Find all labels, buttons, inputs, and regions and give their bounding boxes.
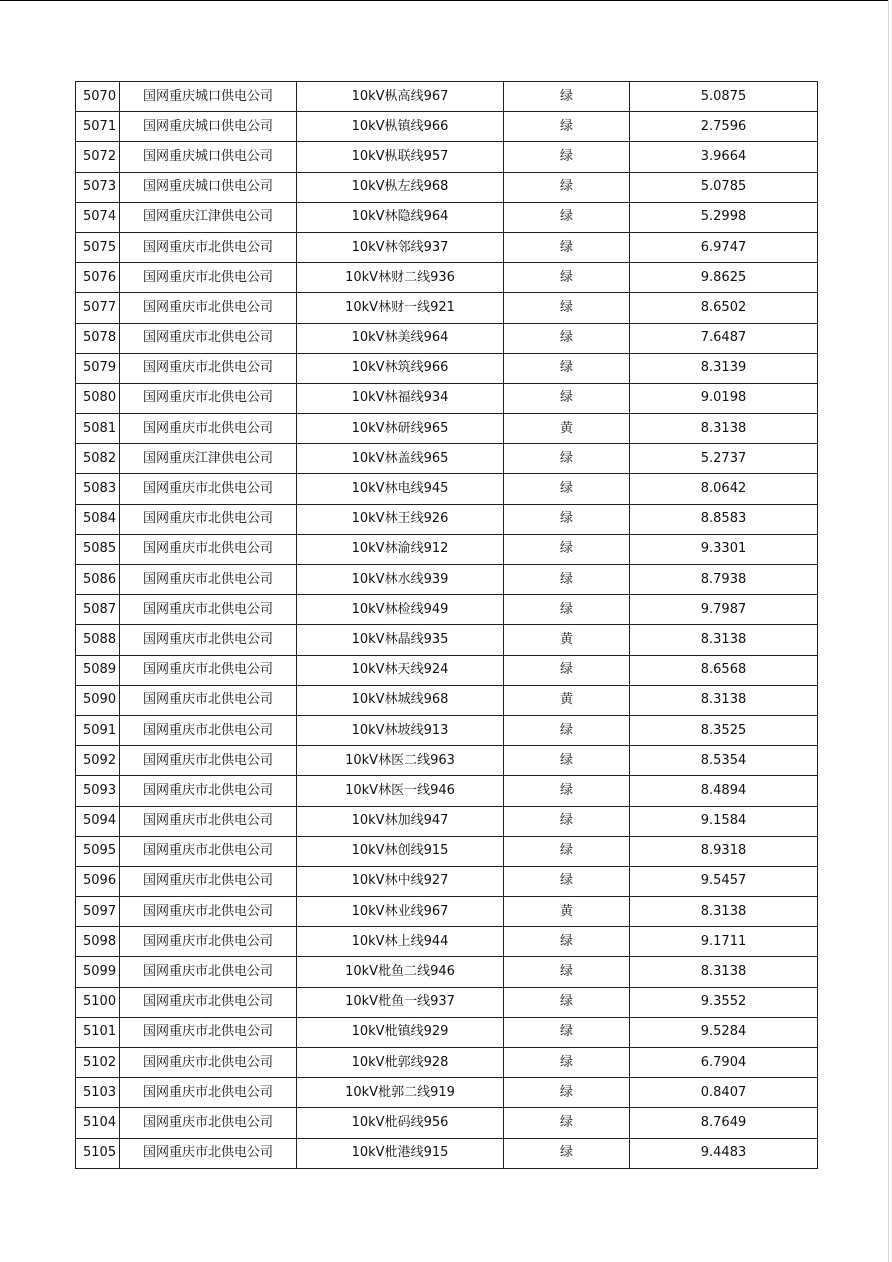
row-number-cell: 5089 [76,655,120,685]
company-cell: 国网重庆市北供电公司 [120,565,297,595]
company-cell: 国网重庆市北供电公司 [120,232,297,262]
status-cell: 绿 [504,232,630,262]
status-cell: 绿 [504,1048,630,1078]
table-row [76,625,818,655]
status-cell: 绿 [504,1108,630,1138]
row-number-cell: 5099 [76,957,120,987]
table-row [76,323,818,353]
company-cell: 国网重庆市北供电公司 [120,957,297,987]
row-number-cell: 5084 [76,504,120,534]
row-number-cell: 5078 [76,323,120,353]
status-cell: 绿 [504,1138,630,1168]
line-name-cell: 10kV林美线964 [297,323,504,353]
row-number-cell: 5072 [76,142,120,172]
status-cell: 绿 [504,293,630,323]
line-name-cell: 10kV林研线965 [297,414,504,444]
value-cell: 0.8407 [630,1078,818,1108]
status-cell: 黄 [504,685,630,715]
value-cell: 5.2737 [630,444,818,474]
value-cell: 9.4483 [630,1138,818,1168]
line-name-cell: 10kV林隐线964 [297,202,504,232]
line-name-cell: 10kV林福线934 [297,383,504,413]
status-cell: 绿 [504,82,630,112]
table-row [76,534,818,564]
company-cell: 国网重庆市北供电公司 [120,1017,297,1047]
status-cell: 绿 [504,263,630,293]
company-cell: 国网重庆市北供电公司 [120,746,297,776]
line-name-cell: 10kV枇码线956 [297,1108,504,1138]
value-cell: 8.6502 [630,293,818,323]
value-cell: 2.7596 [630,112,818,142]
table-row [76,897,818,927]
status-cell: 绿 [504,957,630,987]
line-name-cell: 10kV林筑线966 [297,353,504,383]
table-body [76,82,818,1169]
table-row [76,595,818,625]
table-row [76,1138,818,1168]
table-row [76,172,818,202]
value-cell: 8.7938 [630,565,818,595]
table-row [76,232,818,262]
company-cell: 国网重庆市北供电公司 [120,987,297,1017]
status-cell: 绿 [504,746,630,776]
row-number-cell: 5093 [76,776,120,806]
value-cell: 8.3138 [630,414,818,444]
table-row [76,866,818,896]
company-cell: 国网重庆市北供电公司 [120,595,297,625]
row-number-cell: 5080 [76,383,120,413]
company-cell: 国网重庆市北供电公司 [120,625,297,655]
row-number-cell: 5100 [76,987,120,1017]
table-row [76,474,818,504]
table-row [76,202,818,232]
value-cell: 6.7904 [630,1048,818,1078]
line-name-cell: 10kV枞左线968 [297,172,504,202]
value-cell: 8.6568 [630,655,818,685]
row-number-cell: 5103 [76,1078,120,1108]
table-row [76,987,818,1017]
row-number-cell: 5071 [76,112,120,142]
table-row [76,715,818,745]
value-cell: 5.2998 [630,202,818,232]
row-number-cell: 5088 [76,625,120,655]
row-number-cell: 5076 [76,263,120,293]
status-cell: 绿 [504,655,630,685]
value-cell: 8.8583 [630,504,818,534]
line-name-cell: 10kV林检线949 [297,595,504,625]
table-row [76,504,818,534]
status-cell: 黄 [504,625,630,655]
line-name-cell: 10kV林电线945 [297,474,504,504]
row-number-cell: 5074 [76,202,120,232]
row-number-cell: 5098 [76,927,120,957]
line-name-cell: 10kV林王线926 [297,504,504,534]
company-cell: 国网重庆市北供电公司 [120,866,297,896]
line-name-cell: 10kV枇鱼一线937 [297,987,504,1017]
company-cell: 国网重庆城口供电公司 [120,112,297,142]
status-cell: 绿 [504,323,630,353]
line-name-cell: 10kV枞镇线966 [297,112,504,142]
company-cell: 国网重庆城口供电公司 [120,142,297,172]
company-cell: 国网重庆市北供电公司 [120,1048,297,1078]
value-cell: 9.7987 [630,595,818,625]
table-row [76,655,818,685]
page-top-rule [0,0,888,1]
line-name-cell: 10kV林水线939 [297,565,504,595]
table-row [76,293,818,323]
line-name-cell: 10kV枇郭线928 [297,1048,504,1078]
value-cell: 9.8625 [630,263,818,293]
company-cell: 国网重庆市北供电公司 [120,293,297,323]
value-cell: 8.3139 [630,353,818,383]
table-row [76,776,818,806]
status-cell: 绿 [504,866,630,896]
row-number-cell: 5075 [76,232,120,262]
status-cell: 绿 [504,504,630,534]
line-name-cell: 10kV林城线968 [297,685,504,715]
row-number-cell: 5087 [76,595,120,625]
line-name-cell: 10kV林加线947 [297,806,504,836]
status-cell: 绿 [504,172,630,202]
company-cell: 国网重庆市北供电公司 [120,323,297,353]
line-name-cell: 10kV林业线967 [297,897,504,927]
value-cell: 9.1584 [630,806,818,836]
company-cell: 国网重庆市北供电公司 [120,414,297,444]
line-name-cell: 10kV枞高线967 [297,82,504,112]
company-cell: 国网重庆市北供电公司 [120,927,297,957]
table-row [76,746,818,776]
company-cell: 国网重庆市北供电公司 [120,504,297,534]
company-cell: 国网重庆市北供电公司 [120,474,297,504]
row-number-cell: 5092 [76,746,120,776]
status-cell: 绿 [504,142,630,172]
company-cell: 国网重庆城口供电公司 [120,172,297,202]
row-number-cell: 5104 [76,1108,120,1138]
company-cell: 国网重庆市北供电公司 [120,715,297,745]
table-row [76,142,818,172]
table-row [76,383,818,413]
company-cell: 国网重庆江津供电公司 [120,444,297,474]
row-number-cell: 5077 [76,293,120,323]
company-cell: 国网重庆市北供电公司 [120,897,297,927]
company-cell: 国网重庆市北供电公司 [120,383,297,413]
line-name-cell: 10kV林医二线963 [297,746,504,776]
value-cell: 8.3138 [630,957,818,987]
line-name-cell: 10kV林医一线946 [297,776,504,806]
status-cell: 绿 [504,202,630,232]
row-number-cell: 5094 [76,806,120,836]
value-cell: 8.7649 [630,1108,818,1138]
company-cell: 国网重庆市北供电公司 [120,836,297,866]
table-row [76,1078,818,1108]
status-cell: 绿 [504,1078,630,1108]
value-cell: 8.9318 [630,836,818,866]
row-number-cell: 5082 [76,444,120,474]
row-number-cell: 5073 [76,172,120,202]
status-cell: 绿 [504,987,630,1017]
value-cell: 5.0785 [630,172,818,202]
status-cell: 绿 [504,353,630,383]
table-row [76,1017,818,1047]
line-name-cell: 10kV林坡线913 [297,715,504,745]
line-name-cell: 10kV林财二线936 [297,263,504,293]
company-cell: 国网重庆市北供电公司 [120,353,297,383]
status-cell: 黄 [504,897,630,927]
status-cell: 绿 [504,383,630,413]
line-name-cell: 10kV林上线944 [297,927,504,957]
value-cell: 7.6487 [630,323,818,353]
company-cell: 国网重庆市北供电公司 [120,685,297,715]
status-cell: 绿 [504,836,630,866]
row-number-cell: 5070 [76,82,120,112]
row-number-cell: 5090 [76,685,120,715]
status-cell: 绿 [504,444,630,474]
status-cell: 绿 [504,474,630,504]
line-name-cell: 10kV林晶线935 [297,625,504,655]
value-cell: 9.3301 [630,534,818,564]
line-name-cell: 10kV林盖线965 [297,444,504,474]
table-row [76,414,818,444]
value-cell: 8.5354 [630,746,818,776]
value-cell: 8.3138 [630,685,818,715]
line-name-cell: 10kV枇港线915 [297,1138,504,1168]
status-cell: 绿 [504,112,630,142]
table-row [76,444,818,474]
row-number-cell: 5079 [76,353,120,383]
company-cell: 国网重庆市北供电公司 [120,655,297,685]
value-cell: 8.3525 [630,715,818,745]
line-name-cell: 10kV林创线915 [297,836,504,866]
table-row [76,1048,818,1078]
table-row [76,353,818,383]
line-name-cell: 10kV林邻线937 [297,232,504,262]
table-row [76,565,818,595]
row-number-cell: 5105 [76,1138,120,1168]
row-number-cell: 5095 [76,836,120,866]
company-cell: 国网重庆城口供电公司 [120,82,297,112]
line-name-cell: 10kV枞联线957 [297,142,504,172]
line-name-cell: 10kV枇郭二线919 [297,1078,504,1108]
table-row [76,836,818,866]
status-cell: 绿 [504,776,630,806]
value-cell: 9.5457 [630,866,818,896]
status-cell: 绿 [504,927,630,957]
company-cell: 国网重庆市北供电公司 [120,1138,297,1168]
value-cell: 9.3552 [630,987,818,1017]
company-cell: 国网重庆市北供电公司 [120,263,297,293]
table-row [76,82,818,112]
table-row [76,806,818,836]
value-cell: 5.0875 [630,82,818,112]
line-name-cell: 10kV枇镇线929 [297,1017,504,1047]
company-cell: 国网重庆市北供电公司 [120,1108,297,1138]
line-name-cell: 10kV林中线927 [297,866,504,896]
row-number-cell: 5097 [76,897,120,927]
value-cell: 6.9747 [630,232,818,262]
table-row [76,957,818,987]
row-number-cell: 5096 [76,866,120,896]
table-row [76,1108,818,1138]
row-number-cell: 5091 [76,715,120,745]
status-cell: 绿 [504,595,630,625]
row-number-cell: 5085 [76,534,120,564]
value-cell: 8.3138 [630,897,818,927]
value-cell: 9.0198 [630,383,818,413]
value-cell: 9.5284 [630,1017,818,1047]
company-cell: 国网重庆市北供电公司 [120,806,297,836]
company-cell: 国网重庆市北供电公司 [120,776,297,806]
table-row [76,685,818,715]
table-row [76,112,818,142]
status-cell: 绿 [504,565,630,595]
value-cell: 8.4894 [630,776,818,806]
value-cell: 3.9664 [630,142,818,172]
row-number-cell: 5081 [76,414,120,444]
row-number-cell: 5086 [76,565,120,595]
line-name-cell: 10kV林天线924 [297,655,504,685]
value-cell: 9.1711 [630,927,818,957]
status-cell: 绿 [504,534,630,564]
company-cell: 国网重庆市北供电公司 [120,534,297,564]
value-cell: 8.3138 [630,625,818,655]
status-cell: 绿 [504,715,630,745]
table-row [76,927,818,957]
company-cell: 国网重庆市北供电公司 [120,1078,297,1108]
row-number-cell: 5102 [76,1048,120,1078]
company-cell: 国网重庆江津供电公司 [120,202,297,232]
status-cell: 绿 [504,1017,630,1047]
status-cell: 黄 [504,414,630,444]
line-name-cell: 10kV枇鱼二线946 [297,957,504,987]
row-number-cell: 5083 [76,474,120,504]
row-number-cell: 5101 [76,1017,120,1047]
line-name-cell: 10kV林渝线912 [297,534,504,564]
page-right-edge [888,0,889,1262]
status-cell: 绿 [504,806,630,836]
data-table [75,81,818,1169]
table-row [76,263,818,293]
line-name-cell: 10kV林财一线921 [297,293,504,323]
value-cell: 8.0642 [630,474,818,504]
